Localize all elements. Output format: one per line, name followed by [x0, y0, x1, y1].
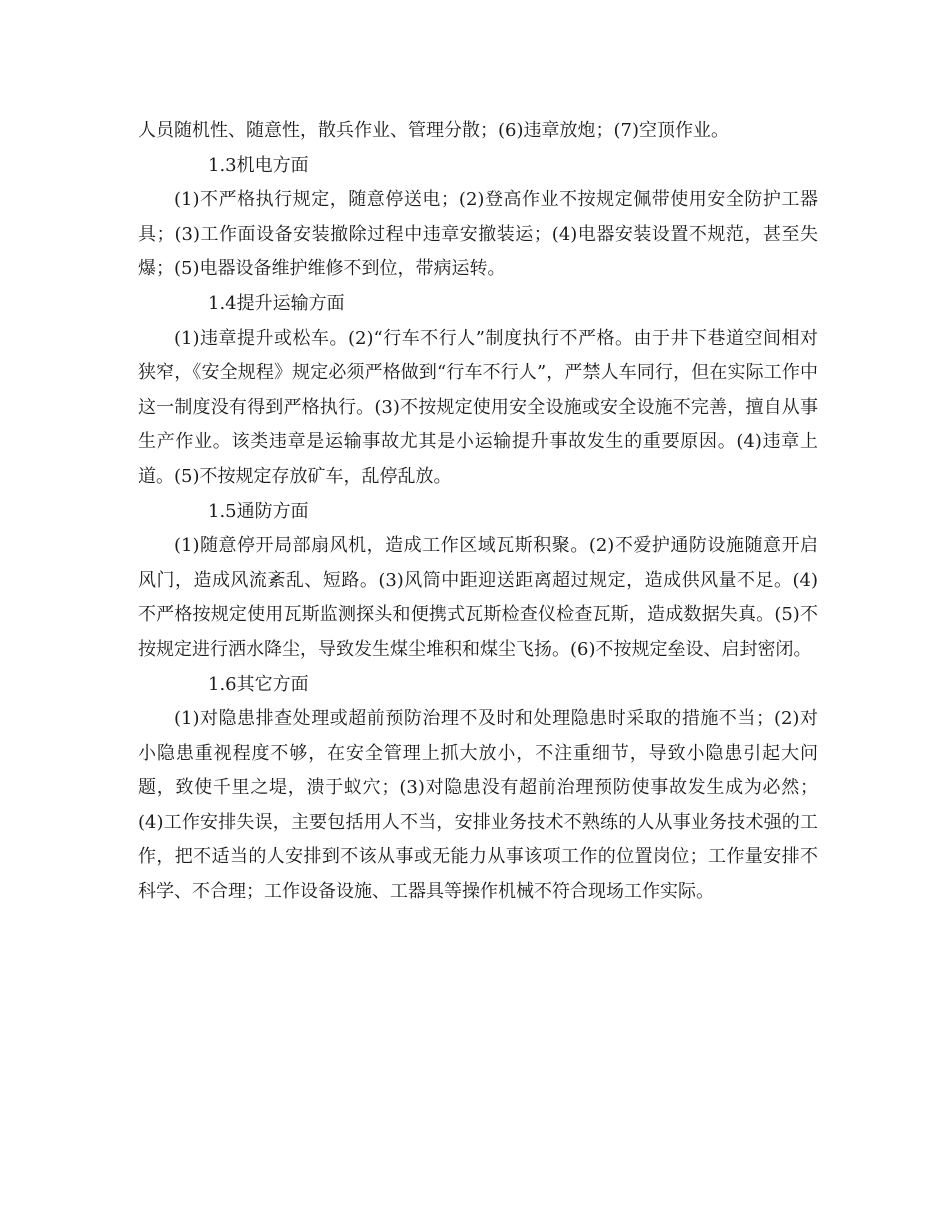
paragraph-section-1-6: (1)对隐患排查处理或超前预防治理不及时和处理隐患时采取的措施不当；(2)对小隐患重视程度不够，在安全管理上抓大放小，不注重细节，导致小隐患引起大问题，致使千里之堤，溃于蚁穴；(3)对隐患没有超前治理预防使事故发生成为必然；(4)工作安排失误，主要包括用人不当，安排业务技术不熟练的人从事业务技术强的工作，把不适当的人安排到不该从事或无能力从事该项工作的位置岗位；工作量安排不科学、不合理；工作设备设施、工器具等操作机械不符合现场工作实际。	[138, 708, 818, 903]
section-heading-1-3: 1.3机电方面	[208, 154, 309, 176]
paragraph-section-1-4: (1)违章提升或松车。(2)“行车不行人”制度执行不严格。由于井下巷道空间相对狭窄，《安全规程》规定必须严格做到“行车不行人”，严禁人车同行，但在实际工作中这一制度没有得到严格执行。(3)不按规定使用安全设施或安全设施不完善，擅自从事生产作业。该类违章是运输事故尤其是小运输提升事故发生的重要原因。(4)违章上道。(5)不按规定存放矿车，乱停乱放。	[138, 327, 818, 487]
paragraph-section-1-3: (1)不严格执行规定，随意停送电；(2)登高作业不按规定佩带使用安全防护工器具；(3)工作面设备安装撤除过程中违章安撤装运；(4)电器安装设置不规范，甚至失爆；(5)电器设备维护维修不到位，带病运转。	[138, 189, 818, 280]
document-body	[138, 114, 818, 910]
paragraph-section-1-5: (1)随意停开局部扇风机，造成工作区域瓦斯积聚。(2)不爱护通防设施随意开启风门，造成风流紊乱、短路。(3)风筒中距迎送距离超过规定，造成供风量不足。(4)不严格按规定使用瓦斯监测探头和便携式瓦斯检查仪检查瓦斯，造成数据失真。(5)不按规定进行洒水降尘，导致发生煤尘堆积和煤尘飞扬。(6)不按规定垒设、启封密闭。	[138, 535, 818, 660]
paragraph-continuation: 人员随机性、随意性，散兵作业、管理分散；(6)违章放炮；(7)空顶作业。	[138, 120, 729, 141]
section-heading-1-5: 1.5通防方面	[208, 500, 309, 522]
section-heading-1-4: 1.4提升运输方面	[208, 292, 345, 314]
section-heading-1-6: 1.6其它方面	[208, 673, 309, 695]
